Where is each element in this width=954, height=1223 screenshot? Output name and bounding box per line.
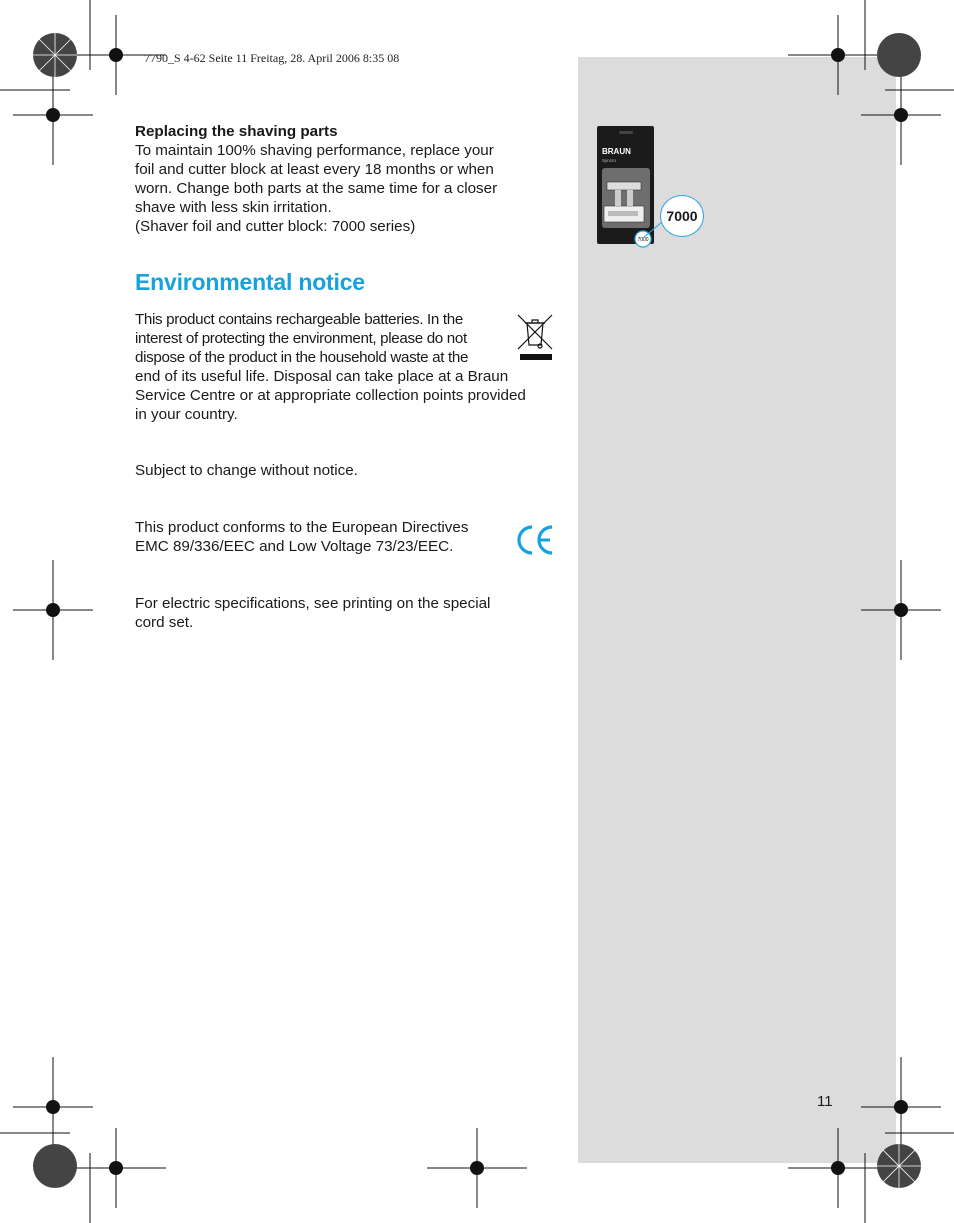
body-line: cord set.	[135, 614, 194, 631]
body-line: end of its useful life. Disposal can take place at a Braun	[135, 368, 509, 385]
section-title: Replacing the shaving parts	[135, 123, 338, 140]
body-line: (Shaver foil and cutter block: 7000 series)	[135, 218, 416, 235]
body-line: worn. Change both parts at the same time for a closer	[135, 180, 498, 197]
page-number: 11	[817, 1093, 833, 1110]
body-line: This product contains rechargeable batteries. In the	[135, 311, 463, 328]
print-slug: 7790_S 4-62 Seite 11 Freitag, 28. April 2006 8:35 08	[144, 51, 400, 65]
body-line: in your country.	[135, 406, 238, 423]
body-line: foil and cutter block at least every 18 months or when	[135, 161, 494, 178]
notice-line: Subject to change without notice.	[135, 462, 358, 479]
body-line: shave with less skin irritation.	[135, 199, 332, 216]
model-name: Syncro	[602, 158, 617, 163]
environmental-heading: Environmental notice	[135, 269, 365, 295]
body-line: EMC 89/336/EEC and Low Voltage 73/23/EEC.	[135, 538, 454, 555]
brand-logo: BRAUN	[602, 147, 631, 156]
body-line: dispose of the product in the household waste at the	[135, 349, 469, 366]
body-line: To maintain 100% shaving performance, replace your	[135, 142, 494, 159]
part-number-badge: 7000	[660, 195, 704, 237]
pack-label: 7000	[637, 237, 649, 243]
body-line: This product conforms to the European Directives	[135, 519, 469, 536]
body-line: Service Centre or at appropriate collection points provided	[135, 387, 526, 404]
body-line: For electric specifications, see printing on the special	[135, 595, 491, 612]
body-line: interest of protecting the environment, please do not	[135, 330, 467, 347]
